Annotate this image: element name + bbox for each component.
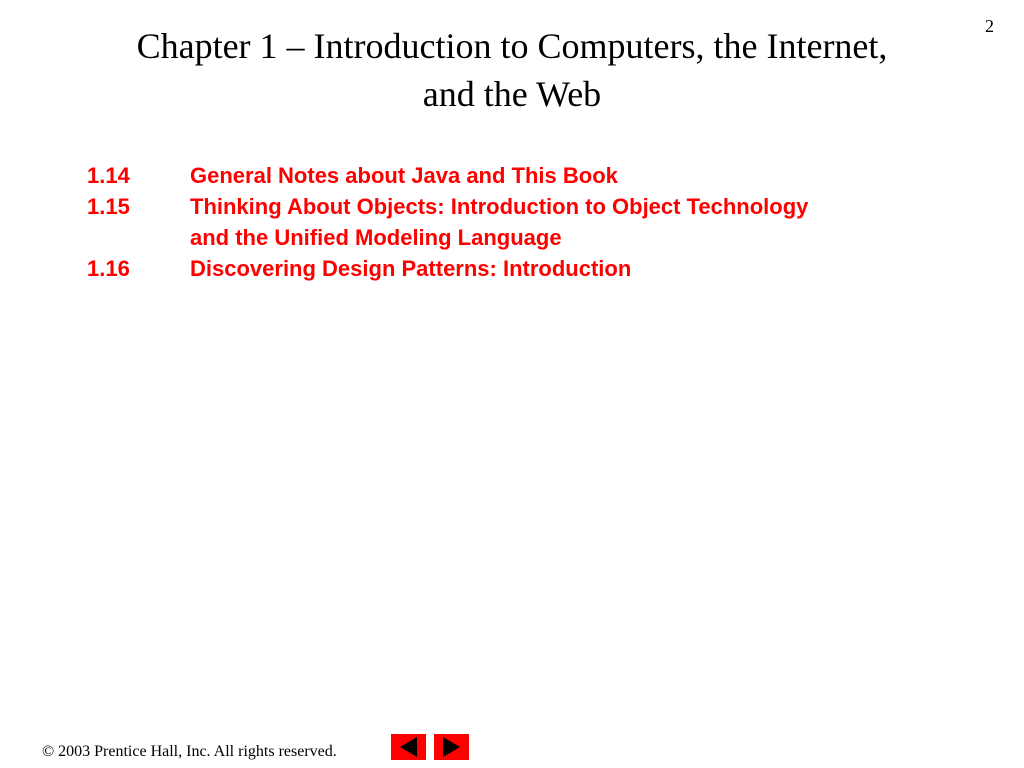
toc-item-line: and the Unified Modeling Language [190,225,562,250]
toc-item-text [190,253,631,284]
toc-item [87,253,967,284]
toc-item [87,160,967,191]
toc-item-number: 1.14 [87,163,130,188]
page-title [60,22,964,118]
toc-item-line: Thinking About Objects: Introduction to Object Technology [190,194,809,219]
title-line-1: Chapter 1 – Introduction to Computers, the Internet, [136,26,888,66]
toc-item-text [190,191,808,253]
toc-item-number: 1.16 [87,256,130,281]
table-of-contents [87,160,967,284]
previous-slide-button[interactable] [391,734,426,760]
toc-item [87,191,967,253]
next-slide-button[interactable] [434,734,469,760]
title-line-2: and the Web [422,74,602,114]
toc-item-line: General Notes about Java and This Book [190,163,618,188]
right-arrow-icon [434,734,469,760]
left-arrow-icon [391,734,426,760]
page-number: 2 [985,16,994,36]
toc-item-text [190,160,618,191]
slide-navigation [391,734,469,760]
copyright-footer: © 2003 Prentice Hall, Inc. All rights reserved. [42,743,337,760]
toc-item-line: Discovering Design Patterns: Introduction [190,256,632,281]
toc-item-number: 1.15 [87,194,130,219]
